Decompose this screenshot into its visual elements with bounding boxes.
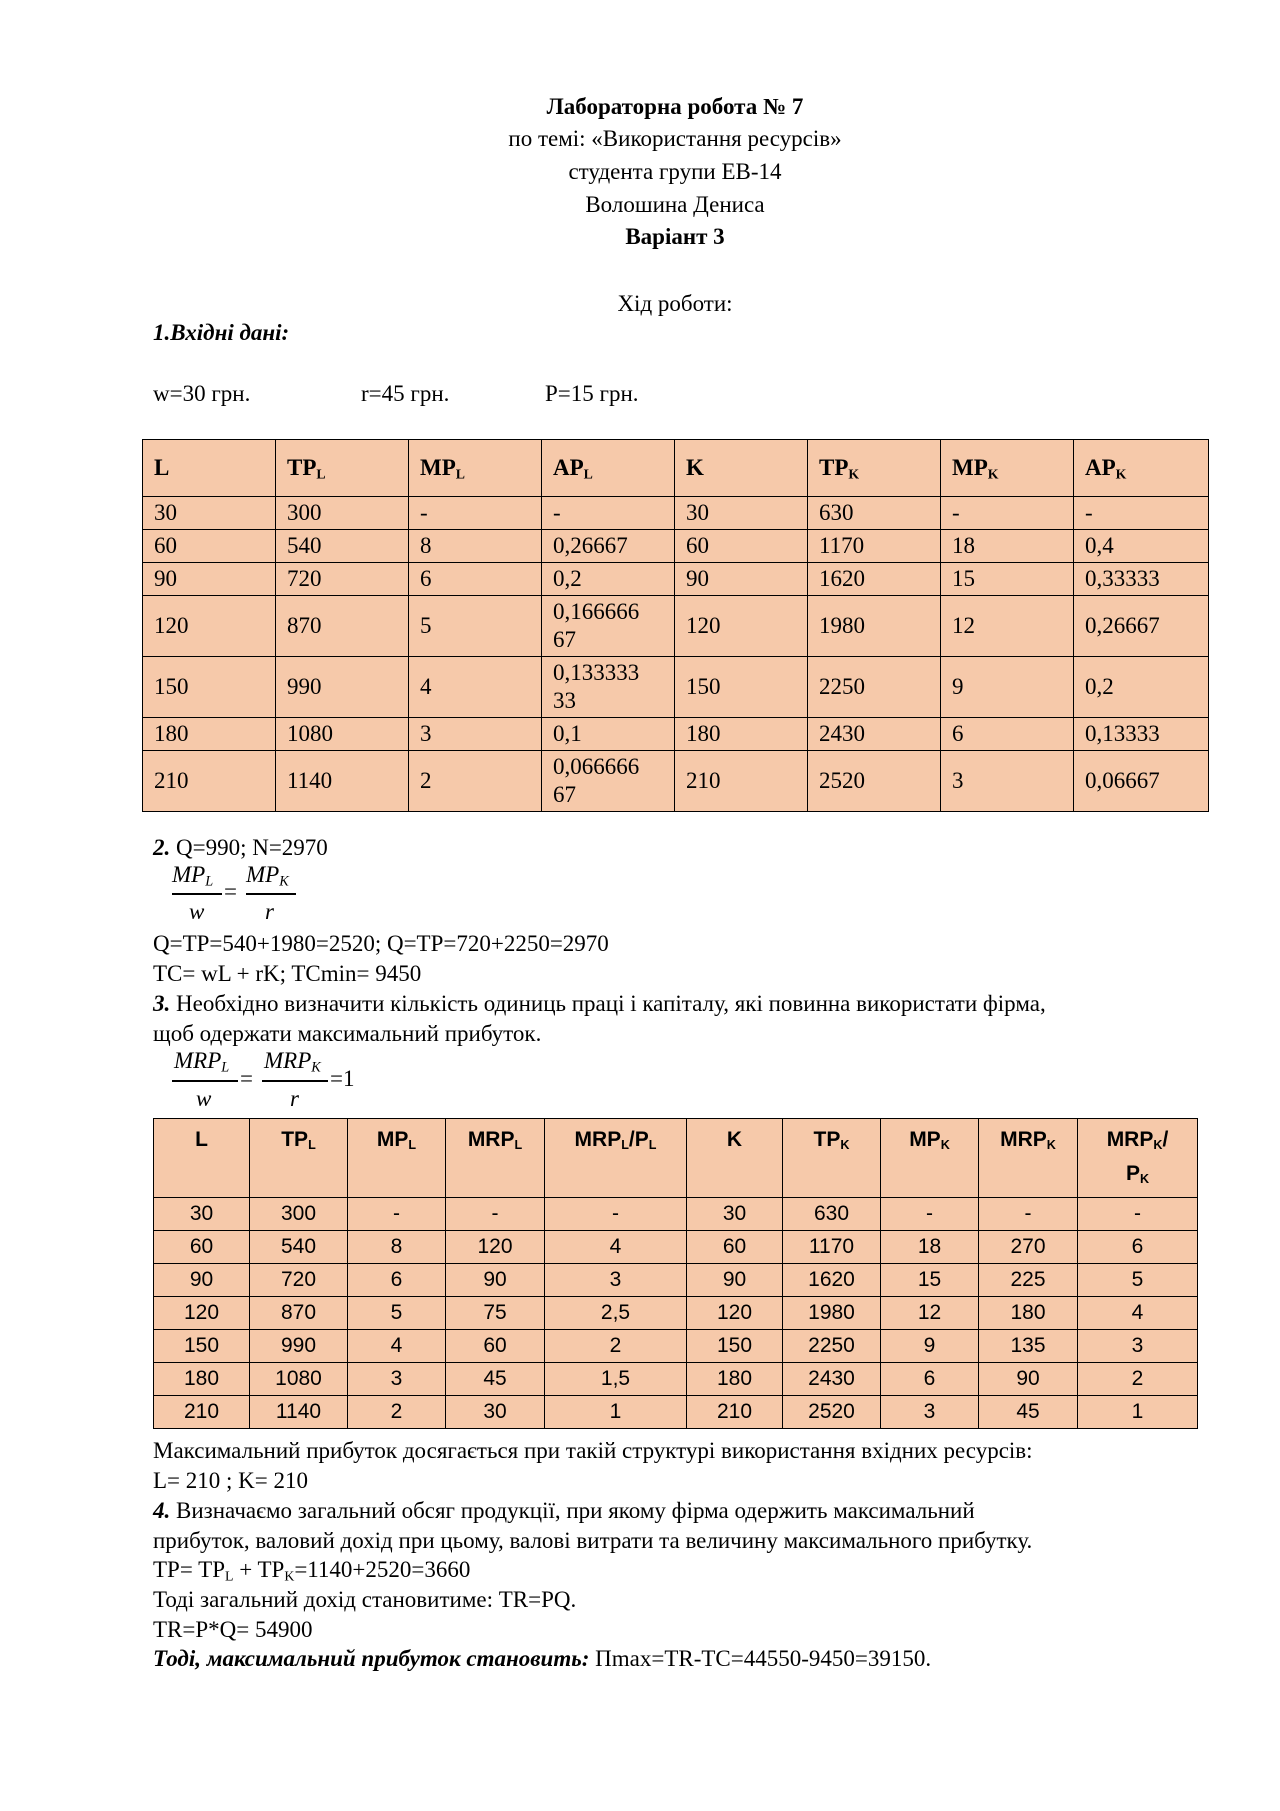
table-cell: 90 (446, 1264, 545, 1297)
formula-equals2: = (240, 1066, 253, 1091)
column-header-main: MP (376, 1128, 409, 1151)
table-cell: 0,33333 (1074, 563, 1209, 596)
tp-sub-k: K (284, 1568, 295, 1584)
table-row (154, 1198, 1198, 1231)
column-header-sub: K (1046, 1138, 1056, 1153)
table-cell: - (979, 1198, 1078, 1231)
table-cell: 6 (941, 718, 1074, 751)
column-header-sub: K (1153, 1138, 1163, 1153)
table-cell: 0,2 (542, 563, 675, 596)
table-cell: 210 (143, 751, 276, 812)
table-cell: 180 (143, 718, 276, 751)
column-header (446, 1119, 545, 1198)
table-cell: 1 (1078, 1396, 1198, 1429)
tp-sub-l: L (225, 1568, 234, 1584)
table-row (154, 1363, 1198, 1396)
column-header-main: AP (553, 455, 584, 480)
table-cell: 225 (979, 1264, 1078, 1297)
table-cell: 3 (348, 1363, 446, 1396)
table-cell: 0,4 (1074, 530, 1209, 563)
table-cell: 870 (276, 596, 409, 657)
column-header (154, 1119, 250, 1198)
tp-suffix: =1140+2520=3660 (294, 1557, 471, 1582)
table-cell: 60 (446, 1330, 545, 1363)
profit-line (153, 1644, 931, 1674)
table-cell: 120 (446, 1231, 545, 1264)
table-cell: 150 (154, 1330, 250, 1363)
column-header (348, 1119, 446, 1198)
column-header-main: TP (813, 1128, 841, 1151)
student-group: студента групи ЕВ-14 (568, 159, 782, 184)
table-cell: 1,5 (545, 1363, 687, 1396)
table-cell: 540 (250, 1231, 348, 1264)
table-cell: - (941, 497, 1074, 530)
formula-equals: = (224, 879, 237, 904)
table-cell: - (542, 497, 675, 530)
table-cell: 150 (143, 657, 276, 718)
table-cell: 0,06667 (1074, 751, 1209, 812)
table-cell: 2 (1078, 1363, 1198, 1396)
table-cell: 18 (941, 530, 1074, 563)
table-cell: 120 (675, 596, 808, 657)
table-cell: 0,133333 33 (542, 657, 675, 718)
section3-line1 (153, 989, 1046, 1019)
table-cell: 30 (143, 497, 276, 530)
section3-number: 3. (153, 991, 171, 1016)
table-cell: 90 (143, 563, 276, 596)
table-cell: 6 (409, 563, 542, 596)
table-row (143, 596, 1209, 657)
section3-text: Необхідно визначити кількість одиниць праці і капіталу, які повинна використати фірма, (176, 991, 1046, 1016)
table-cell: 15 (941, 563, 1074, 596)
table-cell: 2430 (783, 1363, 881, 1396)
table-row (154, 1330, 1198, 1363)
table-cell: 90 (979, 1363, 1078, 1396)
column-header-sub: L (583, 466, 593, 482)
table-cell: 60 (687, 1231, 783, 1264)
table-cell: 1170 (783, 1231, 881, 1264)
table-cell: 2520 (783, 1396, 881, 1429)
input-p: P=15 грн. (545, 381, 639, 406)
table-cell: 90 (675, 563, 808, 596)
mrp-table (153, 1118, 1198, 1429)
table-cell: - (1074, 497, 1209, 530)
column-header (783, 1119, 881, 1198)
formula-w: w (189, 899, 205, 924)
table-row (154, 1231, 1198, 1264)
column-header-main: MP (952, 455, 988, 480)
formula-equals-one: =1 (330, 1066, 355, 1091)
table-cell: 720 (276, 563, 409, 596)
table-cell: 75 (446, 1297, 545, 1330)
table-cell: 0,13333 (1074, 718, 1209, 751)
table-cell: 2250 (783, 1330, 881, 1363)
table-cell: 180 (687, 1363, 783, 1396)
table-cell: 210 (154, 1396, 250, 1429)
table-cell: 120 (687, 1297, 783, 1330)
student-name: Волошина Дениса (585, 192, 765, 217)
column-header-sub2: L (648, 1138, 657, 1153)
table-cell: 630 (808, 497, 941, 530)
table-cell: 1080 (250, 1363, 348, 1396)
table-cell: 12 (881, 1297, 979, 1330)
column-header (881, 1119, 979, 1198)
table-cell: 2 (545, 1330, 687, 1363)
q-calculation: Q=TP=540+1980=2520; Q=TP=720+2250=2970 (153, 931, 609, 956)
table-cell: 1980 (808, 596, 941, 657)
table-cell: 5 (409, 596, 542, 657)
profit-label: Тоді, максимальний прибуток становить: (153, 1646, 590, 1671)
mp-ratio-formula (172, 862, 322, 930)
section2-line (153, 833, 328, 863)
column-header (675, 440, 808, 497)
table-cell: - (446, 1198, 545, 1231)
table-cell: 45 (446, 1363, 545, 1396)
table-cell: 15 (881, 1264, 979, 1297)
table-cell: 45 (979, 1396, 1078, 1429)
table-cell: 270 (979, 1231, 1078, 1264)
table-cell: - (545, 1198, 687, 1231)
table-cell: 180 (154, 1363, 250, 1396)
column-header-main: K (686, 455, 704, 480)
column-header-sub: K (840, 1138, 850, 1153)
column-header (409, 440, 542, 497)
table-cell: 1620 (783, 1264, 881, 1297)
table-cell: 2,5 (545, 1297, 687, 1330)
table-header-row (154, 1119, 1198, 1198)
table-cell: 2 (409, 751, 542, 812)
column-header (687, 1119, 783, 1198)
table-cell: 0,066666 67 (542, 751, 675, 812)
formula-sub-l: L (205, 873, 214, 890)
table-cell: 4 (348, 1330, 446, 1363)
table-cell: 90 (154, 1264, 250, 1297)
column-header-main: TP (281, 1128, 309, 1151)
table-cell: 4 (545, 1231, 687, 1264)
table-cell: 12 (941, 596, 1074, 657)
column-header (542, 440, 675, 497)
column-header (250, 1119, 348, 1198)
input-r: r=45 грн. (361, 381, 450, 406)
table-row (154, 1297, 1198, 1330)
table-cell: 0,26667 (1074, 596, 1209, 657)
table-cell: 90 (687, 1264, 783, 1297)
table-cell: 18 (881, 1231, 979, 1264)
column-header (143, 440, 276, 497)
column-header-main: L (195, 1128, 208, 1151)
table-cell: 8 (348, 1231, 446, 1264)
table-cell: - (409, 497, 542, 530)
progress-heading: Хід роботи: (617, 291, 733, 316)
section3-line2: щоб одержати максимальний прибуток. (153, 1021, 542, 1046)
column-header-sub: K (1115, 466, 1127, 482)
column-header-sub: L (514, 1138, 523, 1153)
table-cell: 2 (348, 1396, 446, 1429)
column-header-sub: K (987, 466, 999, 482)
table-cell: 1620 (808, 563, 941, 596)
table-cell: 4 (409, 657, 542, 718)
table-cell: 6 (881, 1363, 979, 1396)
section1-heading: 1.Вхідні дані: (153, 320, 290, 345)
table-cell: 210 (675, 751, 808, 812)
column-header-main: MRP (1000, 1128, 1047, 1151)
formula-sub-l2: L (221, 1059, 230, 1076)
table-cell: 9 (941, 657, 1074, 718)
table-cell: 0,166666 67 (542, 596, 675, 657)
column-header-main: MP (909, 1128, 941, 1151)
table-cell: 630 (783, 1198, 881, 1231)
table-cell: - (881, 1198, 979, 1231)
section2-q-n: Q=990; N=2970 (176, 835, 328, 860)
table-cell: 1980 (783, 1297, 881, 1330)
table-cell: 150 (687, 1330, 783, 1363)
table-cell: 0,1 (542, 718, 675, 751)
table-cell: 3 (941, 751, 1074, 812)
tr-value: TR=P*Q= 54900 (153, 1617, 313, 1642)
table-cell: 4 (1078, 1297, 1198, 1330)
table-cell: 135 (979, 1330, 1078, 1363)
table-cell: 9 (881, 1330, 979, 1363)
tr-formula: Тоді загальний дохід становитиме: TR=PQ. (153, 1587, 577, 1612)
column-header-main: TP (819, 455, 849, 480)
table-row (143, 657, 1209, 718)
column-header-sub: K (940, 1138, 950, 1153)
result-statement: Максимальний прибуток досягається при такій структурі використання вхідних ресурсів: (153, 1438, 1033, 1463)
column-header-tail: /P (628, 1128, 649, 1151)
formula-mp-l: MP (172, 862, 206, 887)
table-cell: 5 (1078, 1264, 1198, 1297)
column-header-main: MP (420, 455, 456, 480)
table-cell: 1140 (250, 1396, 348, 1429)
table-cell: 720 (250, 1264, 348, 1297)
column-header-sub: L (621, 1138, 629, 1153)
table-cell: - (1078, 1198, 1198, 1231)
document-topic: по темі: «Використання ресурсів» (508, 126, 842, 151)
table-cell: 30 (154, 1198, 250, 1231)
table-row (154, 1396, 1198, 1429)
table-cell: 1 (545, 1396, 687, 1429)
column-header (1074, 440, 1209, 497)
tc-calculation: TC= wL + rK; TCmin= 9450 (153, 961, 422, 986)
profit-value: Пmax=TR-TC=44550-9450=39150. (589, 1646, 932, 1671)
column-header-main: L (154, 455, 170, 480)
table-cell: 8 (409, 530, 542, 563)
table-cell: 6 (1078, 1231, 1198, 1264)
column-header-sub: K (848, 466, 860, 482)
table-cell: 3 (1078, 1330, 1198, 1363)
table-cell: 5 (348, 1297, 446, 1330)
column-header (979, 1119, 1078, 1198)
mrp-ratio-formula (172, 1048, 392, 1116)
table-row (143, 751, 1209, 812)
table-cell: 60 (143, 530, 276, 563)
table-cell: 2430 (808, 718, 941, 751)
table-cell: 1170 (808, 530, 941, 563)
table-cell: 1140 (276, 751, 409, 812)
table-cell: 30 (687, 1198, 783, 1231)
column-header (276, 440, 409, 497)
table-cell: 870 (250, 1297, 348, 1330)
formula-mrp-l: MRP (174, 1048, 222, 1073)
column-header-main: K (726, 1128, 743, 1151)
table-cell: 30 (675, 497, 808, 530)
table-row (143, 563, 1209, 596)
column-header-main: MRP (574, 1128, 622, 1151)
column-header-main: AP (1085, 455, 1116, 480)
formula-r: r (265, 899, 274, 924)
table-cell: 3 (409, 718, 542, 751)
column-header-main: MRP (1106, 1128, 1154, 1151)
table-cell: 3 (545, 1264, 687, 1297)
input-w: w=30 грн. (153, 381, 251, 406)
table-cell: 60 (154, 1231, 250, 1264)
table-cell: 60 (675, 530, 808, 563)
table-cell: 540 (276, 530, 409, 563)
variant-label: Варіант 3 (625, 224, 725, 249)
column-header-sub: L (308, 1138, 316, 1153)
tp-prefix: TP= TP (153, 1557, 225, 1582)
formula-w2: w (196, 1086, 212, 1111)
table-cell: 1080 (276, 718, 409, 751)
table-row (143, 530, 1209, 563)
table-cell: 210 (687, 1396, 783, 1429)
table-row (143, 497, 1209, 530)
formula-sub-k: K (279, 873, 289, 890)
input-data-table (142, 439, 1209, 812)
table-cell: 120 (143, 596, 276, 657)
table-cell: 990 (250, 1330, 348, 1363)
table-cell: 3 (881, 1396, 979, 1429)
table-cell: 2520 (808, 751, 941, 812)
section4-text: Визначаємо загальний обсяг продукції, при якому фірма одержить максимальний (176, 1498, 975, 1523)
column-header (1078, 1119, 1198, 1198)
tp-calculation (153, 1555, 470, 1585)
table-cell: 2250 (808, 657, 941, 718)
column-header-sub: L (455, 466, 465, 482)
column-header-main: MRP (467, 1128, 515, 1151)
column-header-sub2: K (1139, 1172, 1150, 1187)
column-header-sub: L (316, 466, 326, 482)
table-cell: 180 (675, 718, 808, 751)
table-cell: 990 (276, 657, 409, 718)
formula-mrp-k: MRP (264, 1048, 312, 1073)
column-header (545, 1119, 687, 1198)
column-header-sub: L (408, 1138, 417, 1153)
table-cell: 180 (979, 1297, 1078, 1330)
table-cell: 150 (675, 657, 808, 718)
table-cell: 6 (348, 1264, 446, 1297)
table-row (143, 718, 1209, 751)
formula-sub-k2: K (311, 1059, 321, 1076)
section2-number: 2. (153, 835, 171, 860)
table-cell: 300 (250, 1198, 348, 1231)
table-cell: 300 (276, 497, 409, 530)
table-header-row (143, 440, 1209, 497)
table-cell: 30 (446, 1396, 545, 1429)
column-header-tail: / (1162, 1128, 1169, 1151)
formula-mp-k: MP (246, 862, 280, 887)
document-title: Лабораторна робота № 7 (546, 94, 804, 119)
table-cell: - (348, 1198, 446, 1231)
table-row (154, 1264, 1198, 1297)
table-cell: 0,26667 (542, 530, 675, 563)
section4-line2: прибуток, валовий дохід при цьому, валові витрати та величину максимального прибутку. (153, 1528, 1033, 1553)
table-cell: 0,2 (1074, 657, 1209, 718)
table-cell: 120 (154, 1297, 250, 1330)
formula-r2: r (290, 1086, 299, 1111)
column-header (808, 440, 941, 497)
section4-number: 4. (153, 1498, 171, 1523)
column-header-line2: P (1125, 1162, 1140, 1185)
result-l-k: L= 210 ; K= 210 (153, 1468, 308, 1493)
column-header-main: TP (287, 455, 317, 480)
tp-mid: + TP (233, 1557, 285, 1582)
column-header (941, 440, 1074, 497)
section4-line1 (153, 1496, 975, 1526)
